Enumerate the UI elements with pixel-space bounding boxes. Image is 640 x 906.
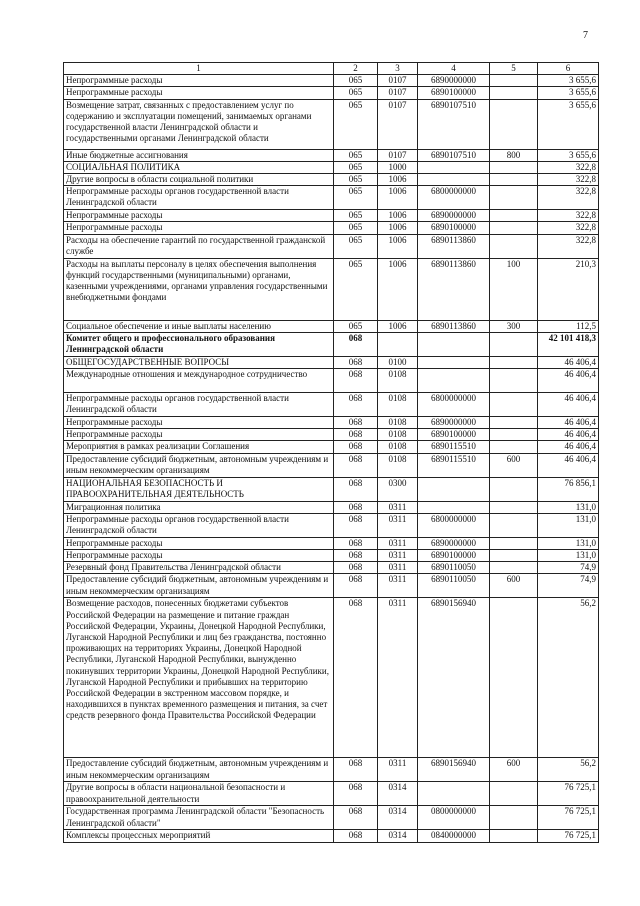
amount-cell: 46 406,4 [538, 429, 599, 441]
admin-code-cell: 068 [334, 429, 378, 441]
admin-code-cell: 068 [334, 758, 378, 782]
target-article-cell: 6890100000 [418, 222, 490, 234]
table-row [64, 234, 599, 258]
amount-cell: 46 406,4 [538, 369, 599, 393]
row-name-cell: Другие вопросы в области социальной политики [64, 174, 334, 186]
table-row [64, 429, 599, 441]
admin-code-cell: 068 [334, 501, 378, 513]
row-name-cell: Расходы на выплаты персоналу в целях обеспечения выполнения функций государственными (муниципальными) органами, казенными учреждениями, органами управления государственными внебюджетными фондами [64, 258, 334, 320]
target-article-cell: 6890113860 [418, 258, 490, 320]
target-article-cell [418, 332, 490, 356]
table-row [64, 574, 599, 598]
header-cell: 3 [378, 63, 418, 75]
row-name-cell: Предоставление субсидий бюджетным, автономным учреждениям и иным некоммерческим организациям [64, 758, 334, 782]
section-code-cell: 0107 [378, 75, 418, 87]
admin-code-cell: 065 [334, 161, 378, 173]
table-row [64, 441, 599, 453]
table-row [64, 332, 599, 356]
section-code-cell: 0300 [378, 477, 418, 501]
section-code-cell: 1006 [378, 174, 418, 186]
table-row [64, 477, 599, 501]
table-row [64, 537, 599, 549]
admin-code-cell: 068 [334, 562, 378, 574]
target-article-cell: 6890156940 [418, 598, 490, 758]
expense-type-cell [490, 210, 538, 222]
expense-type-cell [490, 161, 538, 173]
admin-code-cell: 068 [334, 393, 378, 417]
target-article-cell: 6890000000 [418, 75, 490, 87]
section-code-cell: 0108 [378, 441, 418, 453]
header-cell: 5 [490, 63, 538, 75]
admin-code-cell: 068 [334, 441, 378, 453]
section-code-cell: 0311 [378, 513, 418, 537]
table-row [64, 258, 599, 320]
table-row [64, 758, 599, 782]
admin-code-cell: 068 [334, 453, 378, 477]
expense-type-cell: 600 [490, 758, 538, 782]
target-article-cell: 0840000000 [418, 830, 490, 842]
expense-type-cell [490, 550, 538, 562]
target-article-cell: 6890000000 [418, 210, 490, 222]
section-code-cell: 1006 [378, 186, 418, 210]
target-article-cell: 6890107510 [418, 149, 490, 161]
expense-type-cell [490, 186, 538, 210]
table-row [64, 782, 599, 806]
admin-code-cell: 065 [334, 99, 378, 149]
amount-cell: 3 655,6 [538, 75, 599, 87]
expense-type-cell [490, 782, 538, 806]
admin-code-cell: 065 [334, 174, 378, 186]
section-code-cell: 0311 [378, 501, 418, 513]
row-name-cell: Возмещение затрат, связанных с предоставлением услуг по содержанию и эксплуатации помещений, занимаемых органами государственной власти Ленинградской области и государственными органами Ленинградской области [64, 99, 334, 149]
target-article-cell: 6890000000 [418, 417, 490, 429]
row-name-cell: Мероприятия в рамках реализации Соглашения [64, 441, 334, 453]
section-code-cell: 0108 [378, 429, 418, 441]
target-article-cell [418, 174, 490, 186]
header-cell: 4 [418, 63, 490, 75]
amount-cell: 322,8 [538, 186, 599, 210]
target-article-cell: 6800000000 [418, 186, 490, 210]
row-name-cell: НАЦИОНАЛЬНАЯ БЕЗОПАСНОСТЬ И ПРАВООХРАНИТЕЛЬНАЯ ДЕЯТЕЛЬНОСТЬ [64, 477, 334, 501]
row-name-cell: Социальное обеспечение и иные выплаты населению [64, 320, 334, 332]
admin-code-cell: 065 [334, 149, 378, 161]
table-row [64, 186, 599, 210]
table-row [64, 598, 599, 758]
amount-cell: 42 101 418,3 [538, 332, 599, 356]
target-article-cell: 6890000000 [418, 537, 490, 549]
expense-type-cell: 600 [490, 453, 538, 477]
amount-cell: 46 406,4 [538, 441, 599, 453]
expense-type-cell [490, 75, 538, 87]
expense-type-cell [490, 174, 538, 186]
row-name-cell: Непрограммные расходы органов государственной власти Ленинградской области [64, 393, 334, 417]
expense-type-cell [490, 417, 538, 429]
row-name-cell: Непрограммные расходы [64, 417, 334, 429]
table-row [64, 369, 599, 393]
target-article-cell: 0800000000 [418, 806, 490, 830]
expense-type-cell [490, 501, 538, 513]
section-code-cell: 0314 [378, 782, 418, 806]
target-article-cell: 6890107510 [418, 99, 490, 149]
admin-code-cell: 065 [334, 186, 378, 210]
amount-cell: 76 725,1 [538, 806, 599, 830]
amount-cell: 322,8 [538, 234, 599, 258]
target-article-cell: 6890156940 [418, 758, 490, 782]
expense-type-cell [490, 87, 538, 99]
section-code-cell: 0100 [378, 356, 418, 368]
row-name-cell: Непрограммные расходы органов государственной власти Ленинградской области [64, 186, 334, 210]
section-code-cell: 0108 [378, 369, 418, 393]
admin-code-cell: 068 [334, 369, 378, 393]
target-article-cell [418, 161, 490, 173]
section-code-cell: 1000 [378, 161, 418, 173]
section-code-cell: 0311 [378, 562, 418, 574]
admin-code-cell: 068 [334, 537, 378, 549]
expense-type-cell: 800 [490, 149, 538, 161]
section-code-cell: 0314 [378, 830, 418, 842]
header-cell: 2 [334, 63, 378, 75]
expense-type-cell [490, 393, 538, 417]
amount-cell: 76 856,1 [538, 477, 599, 501]
admin-code-cell: 065 [334, 87, 378, 99]
row-name-cell: Непрограммные расходы [64, 550, 334, 562]
expense-type-cell [490, 332, 538, 356]
target-article-cell: 6890115510 [418, 441, 490, 453]
table-row [64, 501, 599, 513]
expense-type-cell [490, 830, 538, 842]
admin-code-cell: 065 [334, 234, 378, 258]
section-code-cell: 1006 [378, 258, 418, 320]
table-row [64, 99, 599, 149]
expense-type-cell: 300 [490, 320, 538, 332]
section-code-cell: 0108 [378, 453, 418, 477]
amount-cell: 322,8 [538, 210, 599, 222]
amount-cell: 3 655,6 [538, 87, 599, 99]
target-article-cell [418, 369, 490, 393]
row-name-cell: Государственная программа Ленинградской области "Безопасность Ленинградской области" [64, 806, 334, 830]
table-row [64, 830, 599, 842]
table-row [64, 806, 599, 830]
table-row [64, 87, 599, 99]
amount-cell: 56,2 [538, 758, 599, 782]
amount-cell: 131,0 [538, 550, 599, 562]
amount-cell: 210,3 [538, 258, 599, 320]
admin-code-cell: 065 [334, 210, 378, 222]
section-code-cell: 0311 [378, 550, 418, 562]
section-code-cell: 0107 [378, 149, 418, 161]
amount-cell: 112,5 [538, 320, 599, 332]
row-name-cell: Предоставление субсидий бюджетным, автономным учреждениям и иным некоммерческим организациям [64, 574, 334, 598]
expense-type-cell: 100 [490, 258, 538, 320]
table-row [64, 550, 599, 562]
amount-cell: 131,0 [538, 513, 599, 537]
row-name-cell: Возмещение расходов, понесенных бюджетами субъектов Российской Федерации на размещение и питание граждан Российской Федерации, Украины, Донецкой Народной Республики, Луганской Народной Республики и лиц без гражданства, постоянно проживающих на территориях Украины, Донецкой Народной Республики, Луганской Народной Республики, вынужденно покинувших территории Украины, Донецкой Народной Республики, Луганской Народной Республики и прибывших на территорию Российской Федерации в экстренном массовом порядке, и находившихся в пунктах временного размещения и питания, за счет средств резервного фонда Правительства Российской Федерации [64, 598, 334, 758]
table-row [64, 210, 599, 222]
header-cell: 6 [538, 63, 599, 75]
table-row [64, 562, 599, 574]
amount-cell: 74,9 [538, 574, 599, 598]
table-row [64, 75, 599, 87]
section-code-cell: 1006 [378, 234, 418, 258]
row-name-cell: Предоставление субсидий бюджетным, автономным учреждениям и иным некоммерческим организациям [64, 453, 334, 477]
section-code-cell: 0108 [378, 417, 418, 429]
admin-code-cell: 065 [334, 222, 378, 234]
amount-cell: 3 655,6 [538, 99, 599, 149]
amount-cell: 76 725,1 [538, 830, 599, 842]
expense-type-cell [490, 477, 538, 501]
section-code-cell: 0314 [378, 806, 418, 830]
section-code-cell: 0311 [378, 598, 418, 758]
target-article-cell: 6890110050 [418, 574, 490, 598]
row-name-cell: Непрограммные расходы [64, 222, 334, 234]
admin-code-cell: 068 [334, 806, 378, 830]
table-row [64, 453, 599, 477]
amount-cell: 76 725,1 [538, 782, 599, 806]
expense-type-cell [490, 356, 538, 368]
expense-type-cell [490, 537, 538, 549]
target-article-cell [418, 782, 490, 806]
row-name-cell: СОЦИАЛЬНАЯ ПОЛИТИКА [64, 161, 334, 173]
amount-cell: 56,2 [538, 598, 599, 758]
target-article-cell: 6890100000 [418, 87, 490, 99]
admin-code-cell: 068 [334, 830, 378, 842]
table-row [64, 222, 599, 234]
expense-type-cell [490, 222, 538, 234]
admin-code-cell: 068 [334, 332, 378, 356]
row-name-cell: Непрограммные расходы [64, 210, 334, 222]
amount-cell: 322,8 [538, 161, 599, 173]
row-name-cell: Непрограммные расходы органов государственной власти Ленинградской области [64, 513, 334, 537]
table-row [64, 513, 599, 537]
admin-code-cell: 068 [334, 598, 378, 758]
expense-type-cell [490, 513, 538, 537]
table-row [64, 393, 599, 417]
table-row [64, 174, 599, 186]
expense-type-cell [490, 369, 538, 393]
row-name-cell: Международные отношения и международное сотрудничество [64, 369, 334, 393]
amount-cell: 131,0 [538, 501, 599, 513]
row-name-cell: ОБЩЕГОСУДАРСТВЕННЫЕ ВОПРОСЫ [64, 356, 334, 368]
target-article-cell [418, 477, 490, 501]
row-name-cell: Резервный фонд Правительства Ленинградской области [64, 562, 334, 574]
target-article-cell: 6800000000 [418, 393, 490, 417]
admin-code-cell: 068 [334, 356, 378, 368]
admin-code-cell: 065 [334, 258, 378, 320]
page-number: 7 [583, 30, 588, 41]
row-name-cell: Непрограммные расходы [64, 75, 334, 87]
target-article-cell [418, 501, 490, 513]
amount-cell: 322,8 [538, 222, 599, 234]
admin-code-cell: 068 [334, 417, 378, 429]
target-article-cell: 6890110050 [418, 562, 490, 574]
section-code-cell: 0108 [378, 393, 418, 417]
section-code-cell: 0311 [378, 574, 418, 598]
header-cell: 1 [64, 63, 334, 75]
section-code-cell: 0107 [378, 87, 418, 99]
amount-cell: 46 406,4 [538, 453, 599, 477]
expense-type-cell [490, 562, 538, 574]
amount-cell: 322,8 [538, 174, 599, 186]
row-name-cell: Другие вопросы в области национальной безопасности и правоохранительной деятельности [64, 782, 334, 806]
expense-type-cell [490, 234, 538, 258]
admin-code-cell: 068 [334, 550, 378, 562]
amount-cell: 46 406,4 [538, 393, 599, 417]
admin-code-cell: 065 [334, 320, 378, 332]
admin-code-cell: 068 [334, 574, 378, 598]
section-code-cell [378, 332, 418, 356]
section-code-cell: 0107 [378, 99, 418, 149]
row-name-cell: Непрограммные расходы [64, 429, 334, 441]
admin-code-cell: 068 [334, 513, 378, 537]
section-code-cell: 1006 [378, 222, 418, 234]
row-name-cell: Непрограммные расходы [64, 87, 334, 99]
expense-type-cell [490, 99, 538, 149]
table-row [64, 161, 599, 173]
section-code-cell: 1006 [378, 320, 418, 332]
target-article-cell [418, 356, 490, 368]
table-row [64, 417, 599, 429]
row-name-cell: Расходы на обеспечение гарантий по государственной гражданской службе [64, 234, 334, 258]
section-code-cell: 0311 [378, 537, 418, 549]
table-row [64, 149, 599, 161]
target-article-cell: 6890100000 [418, 550, 490, 562]
expense-type-cell [490, 806, 538, 830]
amount-cell: 74,9 [538, 562, 599, 574]
admin-code-cell: 068 [334, 782, 378, 806]
target-article-cell: 6890113860 [418, 234, 490, 258]
row-name-cell: Непрограммные расходы [64, 537, 334, 549]
expense-type-cell [490, 598, 538, 758]
target-article-cell: 6800000000 [418, 513, 490, 537]
row-name-cell: Миграционная политика [64, 501, 334, 513]
target-article-cell: 6890100000 [418, 429, 490, 441]
expense-type-cell: 600 [490, 574, 538, 598]
table-row [64, 320, 599, 332]
amount-cell: 3 655,6 [538, 149, 599, 161]
expense-type-cell [490, 429, 538, 441]
section-code-cell: 0311 [378, 758, 418, 782]
budget-table [63, 62, 599, 843]
admin-code-cell: 065 [334, 75, 378, 87]
expense-type-cell [490, 441, 538, 453]
amount-cell: 46 406,4 [538, 356, 599, 368]
section-code-cell: 1006 [378, 210, 418, 222]
table-row [64, 356, 599, 368]
target-article-cell: 6890115510 [418, 453, 490, 477]
row-name-cell: Комитет общего и профессионального образования Ленинградской области [64, 332, 334, 356]
target-article-cell: 6890113860 [418, 320, 490, 332]
amount-cell: 131,0 [538, 537, 599, 549]
row-name-cell: Иные бюджетные ассигнования [64, 149, 334, 161]
row-name-cell: Комплексы процессных мероприятий [64, 830, 334, 842]
amount-cell: 46 406,4 [538, 417, 599, 429]
admin-code-cell: 068 [334, 477, 378, 501]
header-row [64, 63, 599, 75]
